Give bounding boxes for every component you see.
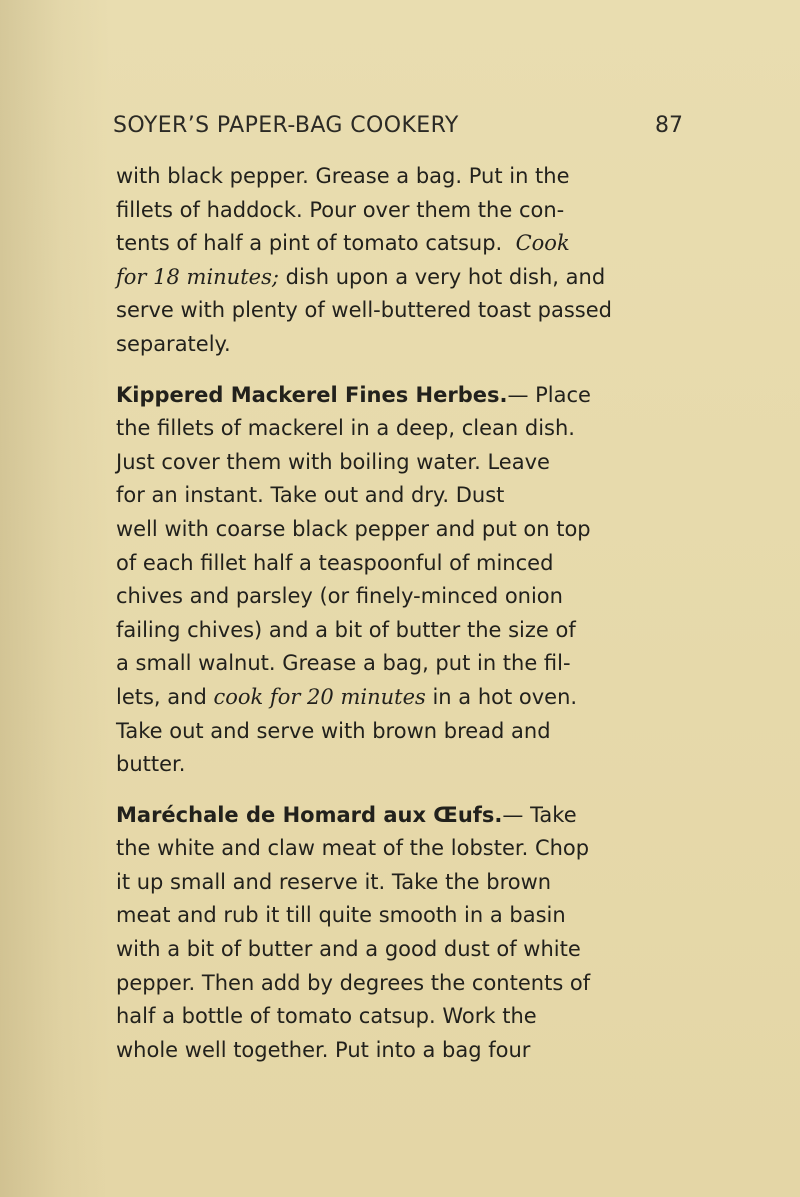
text-line: half a bottle of tomato catsup. Work the bbox=[116, 1004, 537, 1029]
text-line: well with coarse black pepper and put on top bbox=[116, 516, 591, 541]
running-head bbox=[113, 113, 683, 147]
body-text bbox=[116, 160, 684, 1067]
text-line: Just cover them with boiling water. Leave bbox=[116, 449, 550, 474]
text-line: serve with plenty of well-buttered toast passed bbox=[116, 298, 612, 323]
text-line: the fillets of mackerel in a deep, clean dish. bbox=[116, 416, 575, 441]
paragraph-kippered-mackerel bbox=[116, 379, 684, 782]
text-line: tents of half a pint of tomato catsup. Cook bbox=[116, 231, 570, 256]
text-line: of each fillet half a teaspoonful of minced bbox=[116, 550, 554, 575]
text-line: chives and parsley (or finely-minced onion bbox=[116, 584, 563, 609]
paragraph-marechale-homard bbox=[116, 799, 684, 1068]
text-line: Maréchale de Homard aux Œufs. — Take bbox=[116, 799, 684, 833]
running-title: SOYER’S PAPER-BAG COOKERY bbox=[113, 113, 459, 138]
recipe-heading: Maréchale de Homard aux Œufs. bbox=[116, 802, 503, 827]
text-line: meat and rub it till quite smooth in a basin bbox=[116, 903, 566, 928]
text-line: for 18 minutes; dish upon a very hot dish, and bbox=[116, 264, 606, 289]
page-number: 87 bbox=[655, 113, 683, 138]
paragraph-haddock bbox=[116, 160, 684, 362]
text-line: butter. bbox=[116, 752, 186, 777]
text-line: whole well together. Put into a bag four bbox=[116, 1037, 531, 1062]
text-line: for an instant. Take out and dry. Dust bbox=[116, 483, 505, 508]
text-line: fillets of haddock. Pour over them the con- bbox=[116, 197, 565, 222]
text-line: with black pepper. Grease a bag. Put in the bbox=[116, 164, 570, 188]
text-line: Take out and serve with brown bread and bbox=[116, 718, 551, 743]
text-line: a small walnut. Grease a bag, put in the fil- bbox=[116, 651, 571, 676]
text-line: lets, and cook for 20 minutes in a hot oven. bbox=[116, 684, 578, 709]
text-line: the white and claw meat of the lobster. Chop bbox=[116, 836, 590, 861]
text-line: Kippered Mackerel Fines Herbes. — Place bbox=[116, 379, 684, 413]
text-line: pepper. Then add by degrees the contents of bbox=[116, 970, 591, 995]
text-line: with a bit of butter and a good dust of white bbox=[116, 937, 581, 962]
recipe-heading: Kippered Mackerel Fines Herbes. bbox=[116, 382, 508, 407]
text-line: failing chives) and a bit of butter the size of bbox=[116, 617, 576, 642]
text-line: it up small and reserve it. Take the brown bbox=[116, 869, 552, 894]
text-line: separately. bbox=[116, 331, 231, 356]
